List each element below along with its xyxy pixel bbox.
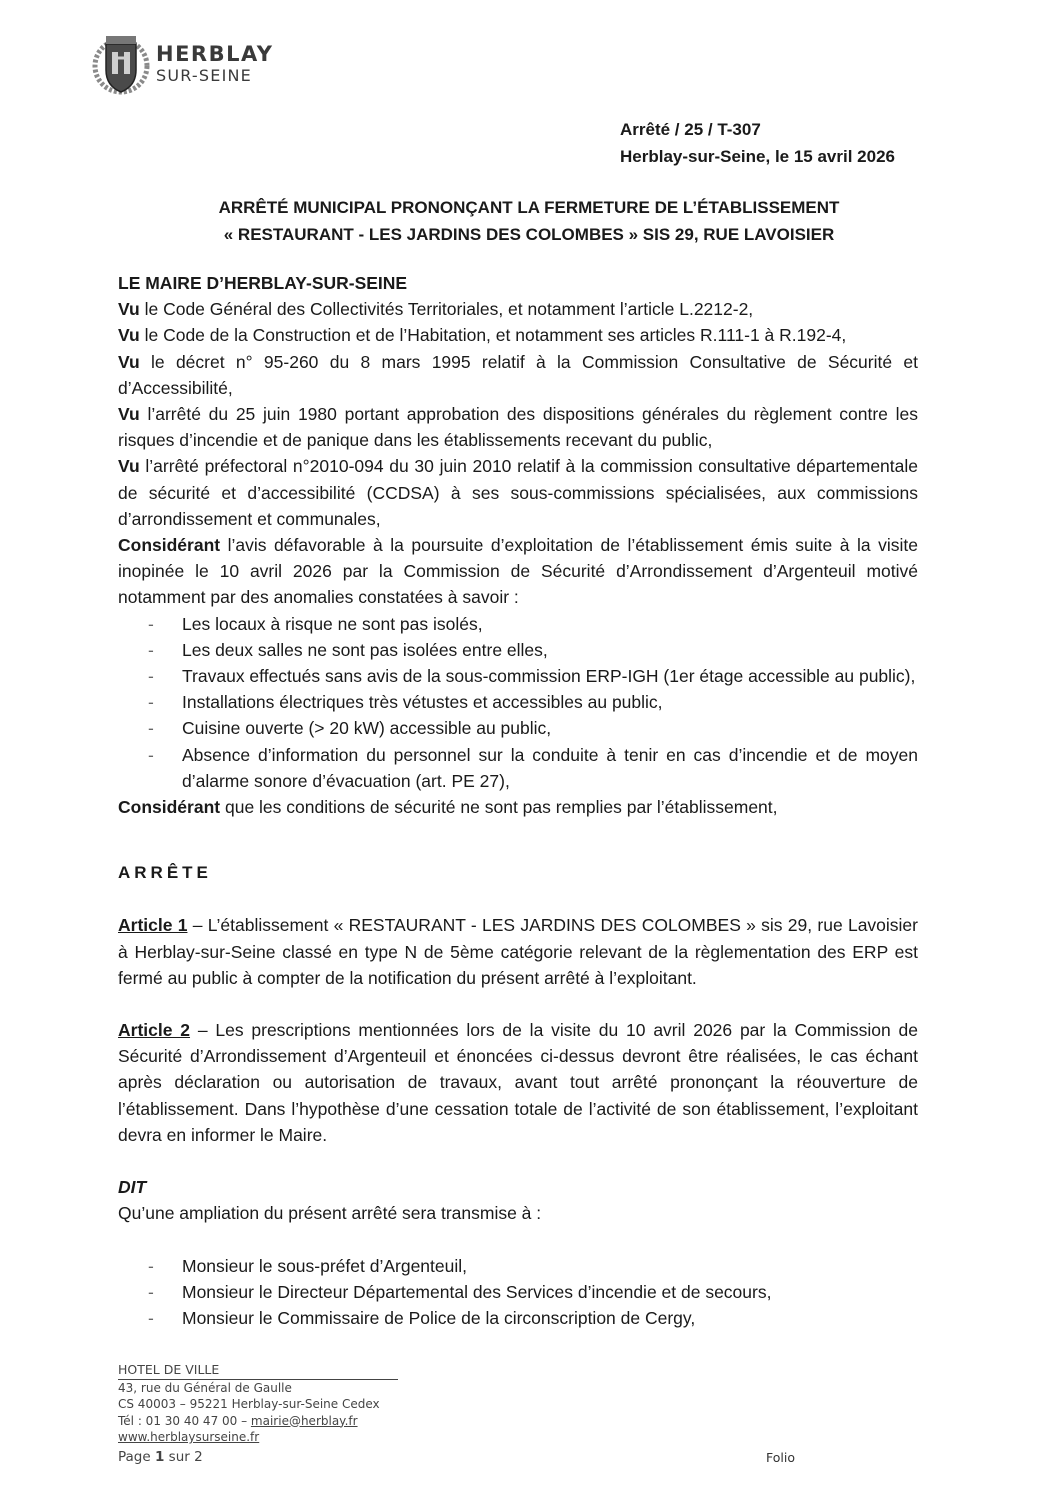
considerant-paragraph	[118, 532, 918, 611]
authority-heading: LE MAIRE D’HERBLAY-SUR-SEINE	[118, 273, 408, 293]
list-item: - Absence d’information du personnel sur la conduite à tenir en cas d’incendie et de moyen d’alarme sonore d’évacuation (art. PE 27),	[118, 742, 918, 794]
place-date: Herblay-sur-Seine, le 15 avril 2026	[620, 147, 895, 166]
list-item: - Monsieur le sous-préfet d’Argenteuil,	[118, 1253, 918, 1279]
dit-intro: Qu’une ampliation du présent arrêté sera transmise à :	[118, 1203, 542, 1224]
article-1-text: – L’établissement « RESTAURANT - LES JARDINS DES COLOMBES » sis 29, rue Lavoisier à Herblay-sur-Seine classé en type N de 5ème catégorie relevant de la règlementation des ERP est fermé au public à compter de la notification du présent arrêté à l’exploitant.	[118, 915, 918, 988]
vu-text: l’arrêté du 25 juin 1980 portant approbation des dispositions générales du règlement contre les risques d’incendie et de panique dans les établissements recevant du public,	[118, 404, 918, 451]
email-link[interactable]: mairie@herblay.fr	[250, 1413, 358, 1428]
coat-of-arms-icon	[92, 30, 150, 98]
article-2-text: – Les prescriptions mentionnées lors de la visite du 10 avril 2026 par la Commission de Sécurité d’Arrondissement d’Argenteuil et énoncées ci-dessus devront être réalisées, le cas échant après déclaration ou autorisation de travaux, avant tout arrêté prononçant la réouverture de l’établissement. Dans l’hypothèse d’une cessation totale de l’activité de son établissement, l’exploitant devra en informer le Maire.	[118, 1020, 919, 1145]
article-2-label: Article 2	[118, 1020, 191, 1041]
vu-label: Vu	[118, 404, 140, 425]
considerant-text: l’avis défavorable à la poursuite d’exploitation de l’établissement émis suite à la visite inopinée le 10 avril 2026 par la Commission de Sécurité d’Arrondissement d’Argenteuil motivé notamment par des anomalies constatées à savoir :	[118, 535, 918, 608]
logo-subtitle: SUR-SEINE	[156, 66, 252, 85]
document-title	[118, 194, 940, 248]
vu-text: le Code Général des Collectivités Territoriales, et notamment l’article L.2212-2,	[144, 299, 754, 320]
vu-label: Vu	[118, 351, 140, 372]
footer-address-1: 43, rue du Général de Gaulle	[118, 1380, 292, 1395]
considerant-paragraph	[118, 794, 918, 820]
vu-paragraph	[118, 296, 918, 322]
page-prefix: Page	[118, 1448, 155, 1465]
article-2	[118, 1017, 918, 1148]
footer-office: HOTEL DE VILLE	[118, 1362, 398, 1380]
page-total: 2	[194, 1448, 203, 1465]
vu-text: le décret n° 95-260 du 8 mars 1995 relatif à la Commission Consultative de Sécurité et d’Accessibilité,	[118, 351, 918, 398]
decree-reference: Arrêté / 25 / T-307	[620, 120, 761, 139]
list-item: - Les deux salles ne sont pas isolées entre elles,	[118, 637, 918, 663]
considerant-text: que les conditions de sécurité ne sont pas remplies par l’établissement,	[224, 797, 778, 818]
document-body	[118, 270, 918, 1331]
footer-phone: Tél : 01 30 40 47 00 –	[118, 1413, 251, 1428]
vu-paragraph	[118, 401, 918, 453]
folio-label: Folio	[766, 1450, 795, 1465]
footer-address-2: CS 40003 – 95221 Herblay-sur-Seine Cedex	[118, 1397, 380, 1411]
vu-text: l’arrêté préfectoral n°2010-094 du 30 juin 2010 relatif à la commission consultative départementale de sécurité et d’accessibilité (CCDSA) à ses sous-commissions spécialisées, aux commissions d’arrondissement et communales,	[118, 456, 918, 529]
city-logo	[92, 30, 273, 98]
title-line-1: ARRÊTÉ MUNICIPAL PRONONÇANT LA FERMETURE DE L’ÉTABLISSEMENT	[218, 198, 840, 217]
list-item: - Les locaux à risque ne sont pas isolés,	[118, 611, 918, 637]
page-mid: sur	[164, 1448, 195, 1465]
anomalies-list	[118, 611, 918, 794]
list-item: - Installations électriques très vétustes et accessibles au public,	[118, 689, 918, 715]
vu-paragraph	[118, 453, 918, 532]
logo-title: HERBLAY	[156, 42, 274, 66]
vu-label: Vu	[118, 456, 140, 477]
article-1-label: Article 1	[118, 915, 188, 936]
reference-block	[620, 116, 895, 170]
arrete-heading: ARRÊTE	[118, 863, 212, 883]
list-item: - Cuisine ouverte (> 20 kW) accessible au public,	[118, 715, 918, 741]
page-number	[118, 1449, 398, 1466]
vu-label: Vu	[118, 325, 140, 346]
dit-heading: DIT	[118, 1177, 147, 1198]
list-item: - Travaux effectués sans avis de la sous-commission ERP-IGH (1er étage accessible au public),	[118, 663, 918, 689]
footer-contact	[118, 1413, 398, 1430]
article-1	[118, 912, 918, 991]
vu-label: Vu	[118, 299, 140, 320]
considerant-label: Considérant	[118, 797, 221, 818]
vu-paragraph	[118, 322, 918, 348]
website-link[interactable]: www.herblaysurseine.fr	[118, 1430, 260, 1444]
page-current: 1	[154, 1448, 165, 1465]
vu-text: le Code de la Construction et de l’Habitation, et notamment ses articles R.111-1 à R.192-4,	[144, 325, 847, 346]
vu-paragraph	[118, 349, 918, 401]
recipients-list	[118, 1253, 918, 1332]
footer	[118, 1362, 398, 1465]
list-item: - Monsieur le Directeur Départemental des Services d’incendie et de secours,	[118, 1279, 918, 1305]
title-line-2: « RESTAURANT - LES JARDINS DES COLOMBES » SIS 29, RUE LAVOISIER	[223, 225, 835, 244]
list-item: - Monsieur le Commissaire de Police de la circonscription de Cergy,	[118, 1305, 918, 1331]
considerant-label: Considérant	[118, 535, 221, 556]
